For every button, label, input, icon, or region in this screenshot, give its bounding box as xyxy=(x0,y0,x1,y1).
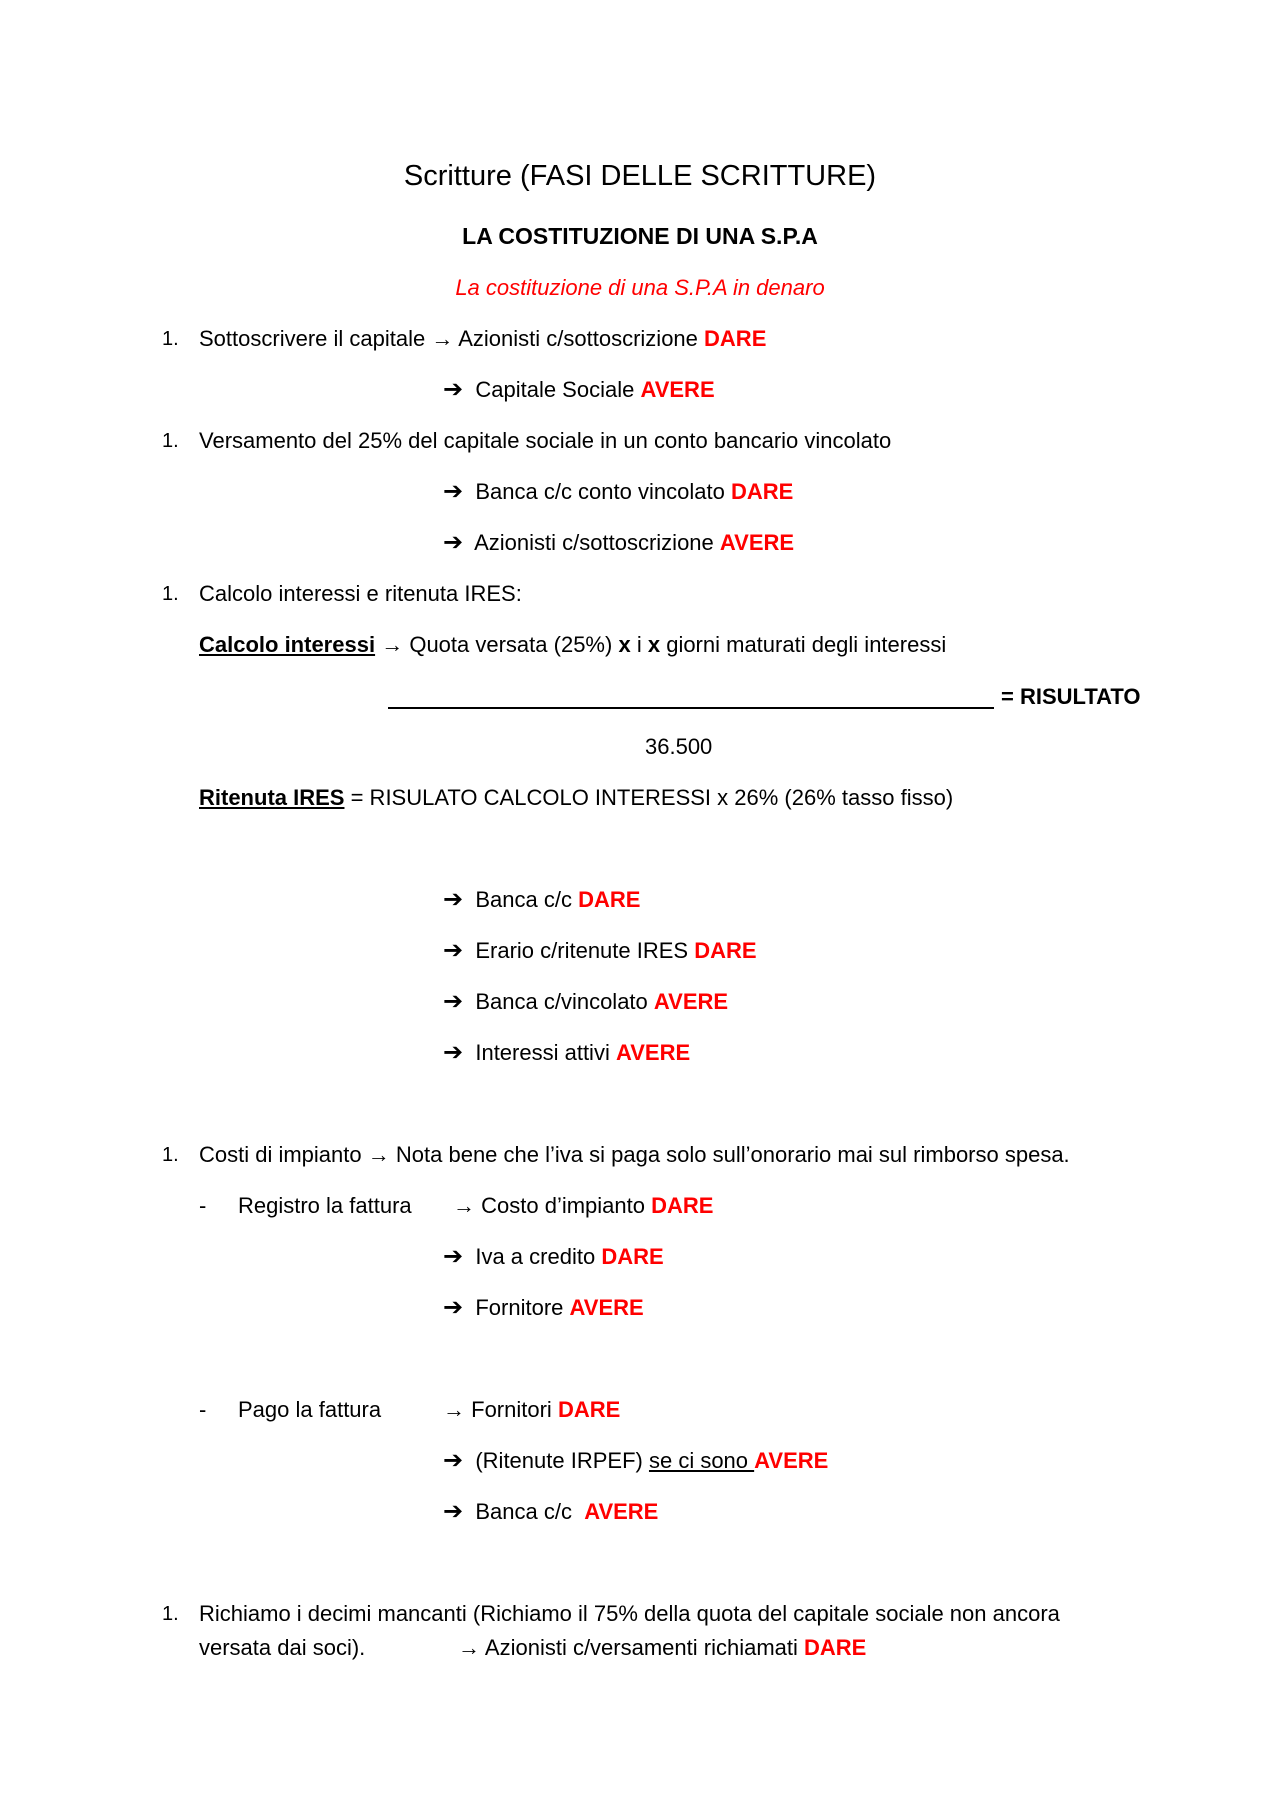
step2-entry2-line xyxy=(443,529,794,557)
avere-label: AVERE xyxy=(640,377,715,402)
calc-part-a: Quota versata (25%) xyxy=(409,632,613,657)
divisor: 36.500 xyxy=(645,734,713,759)
pay-label: Pago la fattura xyxy=(238,1397,382,1422)
arrow-icon: ➔ xyxy=(443,937,464,964)
register-label: Registro la fattura xyxy=(238,1193,412,1218)
list-dash: - xyxy=(199,1193,207,1218)
step3-entry3: Banca c/vincolato xyxy=(475,989,648,1014)
arrow-icon: ➔ xyxy=(443,1294,464,1321)
arrow-icon: → xyxy=(367,1142,390,1167)
step5-line1: Richiamo i decimi mancanti (Richiamo il 75% della quota del capitale sociale non ancora xyxy=(199,1601,1060,1626)
list-number: 1. xyxy=(162,328,179,350)
step3-entry2: Erario c/ritenute IRES xyxy=(475,938,689,963)
ires-formula xyxy=(199,784,953,812)
arrow-icon: ➔ xyxy=(443,1498,464,1525)
step3-entry1-line xyxy=(443,886,640,914)
arrow-icon: → xyxy=(458,1635,480,1660)
step1-entry2: Capitale Sociale xyxy=(475,377,635,402)
ires-text: = RISULATO CALCOLO INTERESSI x 26% (26% tasso fisso) xyxy=(350,785,954,810)
arrow-icon: ➔ xyxy=(443,886,464,913)
step5-entry1-line xyxy=(458,1634,866,1662)
arrow-icon: → xyxy=(443,1397,465,1422)
step2-entry1-line xyxy=(443,478,793,506)
register-entry2-line xyxy=(443,1243,664,1271)
fraction-line xyxy=(388,707,994,709)
list-dash: - xyxy=(199,1397,207,1422)
step1-text: Sottoscrivere il capitale xyxy=(199,326,426,351)
avere-label: AVERE xyxy=(754,1448,829,1473)
ires-label: Ritenuta IRES xyxy=(199,785,345,810)
arrow-icon: → xyxy=(381,632,404,657)
step3-entry4-line xyxy=(443,1039,690,1067)
pay-entry1: Fornitori xyxy=(471,1397,552,1422)
step3-entry3-line xyxy=(443,988,728,1016)
pay-entry2-a: (Ritenute IRPEF) xyxy=(475,1448,643,1473)
arrow-icon: ➔ xyxy=(443,1243,464,1270)
calc-part-b: giorni maturati degli interessi xyxy=(666,632,947,657)
section-heading: LA COSTITUZIONE DI UNA S.P.A xyxy=(462,223,818,249)
dare-label: DARE xyxy=(704,326,767,351)
step1-entry2-line xyxy=(443,376,715,404)
pay-entry3-line xyxy=(443,1498,658,1526)
step2-entry2: Azionisti c/sottoscrizione xyxy=(474,530,714,555)
avere-label: AVERE xyxy=(584,1499,659,1524)
calc-label: Calcolo interessi xyxy=(199,632,376,657)
times-sign: x xyxy=(618,632,631,657)
dare-label: DARE xyxy=(694,938,757,963)
arrow-icon: ➔ xyxy=(443,1447,464,1474)
step4-line xyxy=(199,1141,1070,1169)
dare-label: DARE xyxy=(601,1244,664,1269)
arrow-icon: ➔ xyxy=(443,1039,464,1066)
step4-text-a: Costi di impianto xyxy=(199,1142,362,1167)
list-number: 1. xyxy=(162,1603,179,1625)
step3-entry4: Interessi attivi xyxy=(475,1040,610,1065)
avere-label: AVERE xyxy=(653,989,729,1014)
times-sign: x xyxy=(647,632,661,657)
avere-label: AVERE xyxy=(719,530,795,555)
arrow-icon: ➔ xyxy=(443,988,464,1015)
register-entry2: Iva a credito xyxy=(475,1244,596,1269)
subsection-heading: La costituzione di una S.P.A in denaro xyxy=(455,275,825,300)
rate-symbol: i xyxy=(636,632,642,657)
step3-entry2-line xyxy=(443,937,757,965)
avere-label: AVERE xyxy=(569,1295,644,1320)
list-number: 1. xyxy=(162,1144,179,1166)
step5-entry1: Azionisti c/versamenti richiamati xyxy=(484,1635,798,1660)
register-entry1-line xyxy=(453,1192,713,1220)
result-label: = RISULTATO xyxy=(1001,684,1141,709)
step3-entry1: Banca c/c xyxy=(475,887,572,912)
arrow-icon: → xyxy=(431,326,454,351)
arrow-icon: ➔ xyxy=(443,376,464,403)
interest-formula xyxy=(199,631,946,659)
step1-entry1: Azionisti c/sottoscrizione xyxy=(458,326,698,351)
avere-label: AVERE xyxy=(615,1040,691,1065)
pay-entry2-b: se ci sono xyxy=(648,1448,755,1473)
register-entry3-line xyxy=(443,1294,644,1322)
step5-line2: versata dai soci). xyxy=(199,1635,366,1660)
dare-label: DARE xyxy=(578,887,641,912)
step3-text: Calcolo interessi e ritenuta IRES: xyxy=(199,581,522,606)
register-entry3: Fornitore xyxy=(475,1295,564,1320)
pay-entry2-line xyxy=(443,1447,828,1475)
register-entry1: Costo d’impianto xyxy=(481,1193,645,1218)
dare-label: DARE xyxy=(804,1635,867,1660)
pay-entry1-line xyxy=(443,1396,620,1424)
dare-label: DARE xyxy=(651,1193,714,1218)
step2-text: Versamento del 25% del capitale sociale in un conto bancario vincolato xyxy=(199,428,892,453)
list-number: 1. xyxy=(162,583,179,605)
arrow-icon: → xyxy=(453,1193,475,1218)
list-number: 1. xyxy=(162,430,179,452)
page-title: Scritture (FASI DELLE SCRITTURE) xyxy=(403,160,877,192)
arrow-icon: ➔ xyxy=(443,478,464,505)
dare-label: DARE xyxy=(557,1397,621,1422)
arrow-icon: ➔ xyxy=(443,529,464,556)
step2-entry1: Banca c/c conto vincolato xyxy=(475,479,725,504)
dare-label: DARE xyxy=(730,479,794,504)
step4-text-b: Nota bene che l’iva si paga solo sull’onorario mai sul rimborso spesa. xyxy=(395,1142,1070,1167)
pay-entry3: Banca c/c xyxy=(475,1499,572,1524)
step1-line xyxy=(199,325,766,353)
